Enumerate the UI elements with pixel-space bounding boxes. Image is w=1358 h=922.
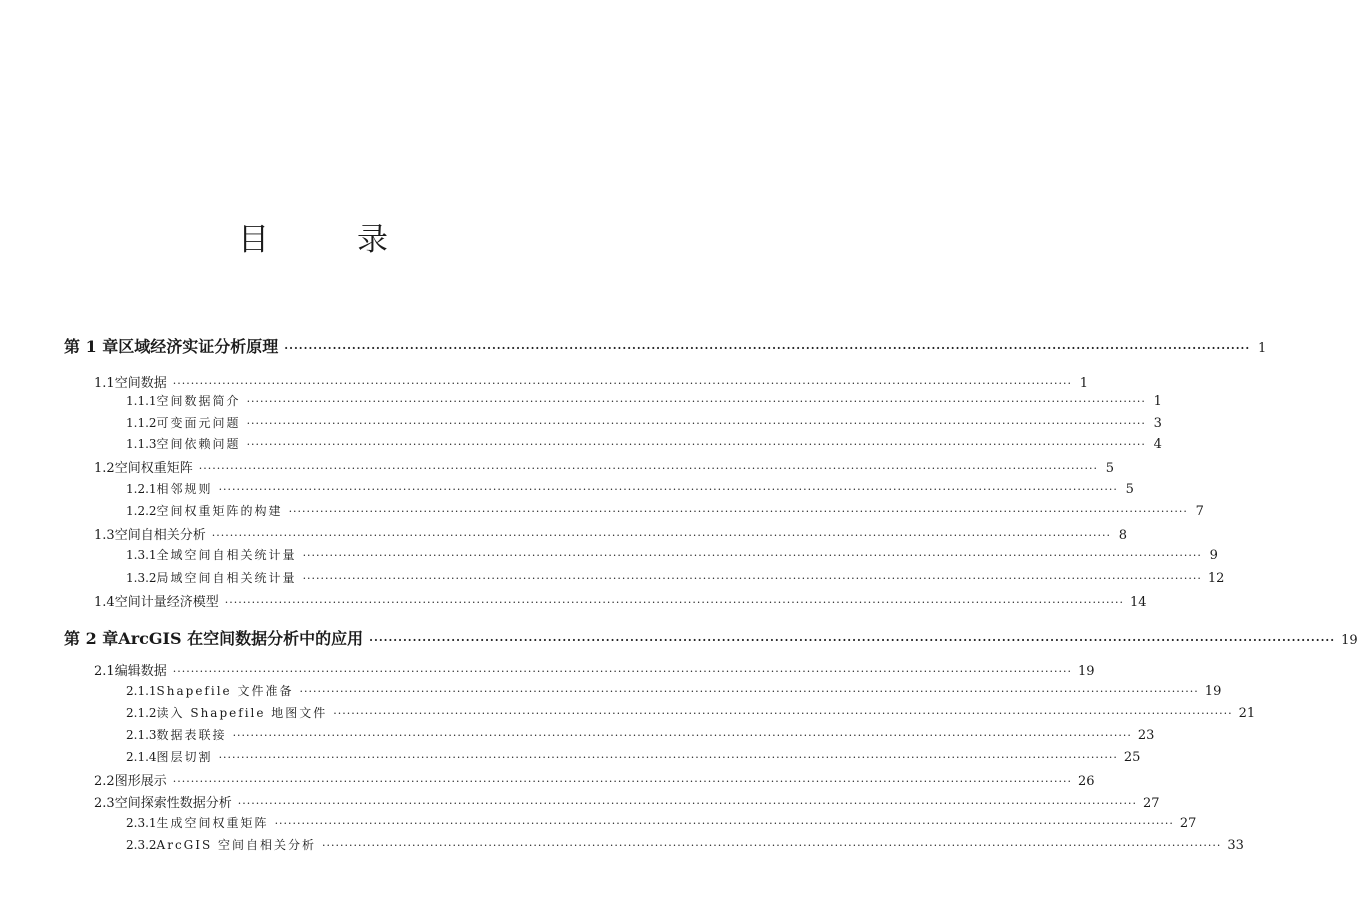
entry-number: 1.2.2 xyxy=(126,504,157,518)
dot-leader: ········································································································································································································ xyxy=(232,729,1132,742)
toc-entry-sub[interactable] xyxy=(126,704,1256,721)
title-char-2: 录 xyxy=(357,222,390,258)
entry-page-number: 27 xyxy=(1179,816,1197,831)
toc-entry-sub[interactable] xyxy=(126,748,1141,765)
toc-entry-sub[interactable] xyxy=(126,392,1162,409)
entry-number: 2.3.1 xyxy=(126,816,157,830)
entry-title: 空间权重矩阵的构建 xyxy=(156,504,283,518)
entry-page-number: 23 xyxy=(1137,728,1155,743)
entry-page-number: 12 xyxy=(1207,571,1225,586)
dot-leader: ········································································································································································································ xyxy=(288,505,1188,518)
entry-title: 空间探索性数据分析 xyxy=(114,796,232,811)
entry-page-number: 26 xyxy=(1078,774,1095,789)
dot-leader: ········································································································································································································ xyxy=(369,634,1336,647)
toc-entry-section[interactable] xyxy=(94,457,1115,476)
entry-title: 局域空间自相关统计量 xyxy=(156,571,297,585)
entry-title: 图层切割 xyxy=(156,750,213,764)
entry-page-number: 19 xyxy=(1341,633,1358,648)
entry-title: 空间数据 xyxy=(114,376,167,391)
dot-leader: ········································································································································································································ xyxy=(172,665,1073,678)
toc-entry-sub[interactable] xyxy=(126,814,1197,831)
dot-leader: ········································································································································································································ xyxy=(322,839,1222,852)
entry-title: 区域经济实证分析原理 xyxy=(118,337,279,356)
entry-number: 1.4 xyxy=(94,595,115,610)
toc-entry-chapter[interactable] xyxy=(64,626,1358,649)
entry-number: 1.3 xyxy=(94,528,115,543)
dot-leader: ········································································································································································································ xyxy=(302,572,1202,585)
entry-number: 1.2.1 xyxy=(126,482,157,496)
toc-title xyxy=(0,214,628,259)
toc-entry-sub[interactable] xyxy=(126,836,1244,853)
entry-number: 第 2 章 xyxy=(64,629,119,648)
entry-number: 1.1.1 xyxy=(126,394,157,408)
entry-title: ArcGIS 在空间数据分析中的应用 xyxy=(118,629,364,648)
entry-page-number: 1 xyxy=(1257,341,1267,356)
entry-page-number: 5 xyxy=(1125,482,1134,497)
entry-page-number: 9 xyxy=(1209,548,1218,563)
entry-title: 空间自相关分析 xyxy=(114,528,206,543)
dot-leader: ········································································································································································································ xyxy=(198,462,1099,475)
dot-leader: ········································································································································································································ xyxy=(299,685,1199,698)
toc-entry-sub[interactable] xyxy=(126,682,1222,699)
entry-page-number: 19 xyxy=(1078,664,1095,679)
entry-page-number: 5 xyxy=(1105,461,1115,476)
entry-title: 编辑数据 xyxy=(114,664,167,679)
entry-number: 2.3.2 xyxy=(126,838,157,852)
dot-leader: ········································································································································································································ xyxy=(274,817,1174,830)
entry-page-number: 27 xyxy=(1143,796,1160,811)
entry-number: 第 1 章 xyxy=(64,337,119,356)
dot-leader: ········································································································································································································ xyxy=(237,797,1138,810)
dot-leader: ········································································································································································································ xyxy=(218,483,1118,496)
entry-title: 空间计量经济模型 xyxy=(114,595,219,610)
toc-entry-section[interactable] xyxy=(94,524,1128,543)
entry-number: 2.1.3 xyxy=(126,728,157,742)
entry-title: 空间数据简介 xyxy=(156,394,241,408)
toc-entry-sub[interactable] xyxy=(126,480,1134,497)
entry-title: 可变面元问题 xyxy=(156,416,241,430)
entry-title: 空间依赖问题 xyxy=(156,437,241,451)
toc-entry-sub[interactable] xyxy=(126,435,1162,452)
entry-title: 相邻规则 xyxy=(156,482,213,496)
entry-title: 生成空间权重矩阵 xyxy=(156,816,269,830)
entry-title: 数据表联接 xyxy=(156,728,227,742)
title-char-1: 目 xyxy=(238,222,271,258)
entry-page-number: 21 xyxy=(1238,706,1256,721)
dot-leader: ········································································································································································································ xyxy=(224,596,1125,609)
entry-page-number: 1 xyxy=(1153,394,1162,409)
entry-title: 空间权重矩阵 xyxy=(114,461,193,476)
dot-leader: ········································································································································································································ xyxy=(246,417,1146,430)
toc-entry-chapter[interactable] xyxy=(64,334,1267,357)
entry-page-number: 33 xyxy=(1227,838,1244,853)
toc-entry-section[interactable] xyxy=(94,770,1095,789)
toc-entry-section[interactable] xyxy=(94,660,1095,679)
entry-number: 2.1 xyxy=(94,664,115,679)
entry-page-number: 14 xyxy=(1130,595,1147,610)
entry-number: 1.3.1 xyxy=(126,548,157,562)
entry-page-number: 4 xyxy=(1153,437,1162,452)
toc-entry-sub[interactable] xyxy=(126,726,1155,743)
entry-number: 2.2 xyxy=(94,774,115,789)
toc-entry-sub[interactable] xyxy=(126,414,1162,431)
entry-number: 1.2 xyxy=(94,461,115,476)
dot-leader: ········································································································································································································ xyxy=(218,751,1118,764)
entry-number: 1.1 xyxy=(94,376,115,391)
entry-title: 读入 Shapefile 地图文件 xyxy=(156,706,328,720)
dot-leader: ········································································································································································································ xyxy=(246,395,1146,408)
dot-leader: ········································································································································································································ xyxy=(284,342,1251,355)
dot-leader: ········································································································································································································ xyxy=(172,775,1073,788)
toc-entry-section[interactable] xyxy=(94,591,1147,610)
toc-entry-section[interactable] xyxy=(94,372,1089,391)
dot-leader: ········································································································································································································ xyxy=(172,377,1073,390)
entry-page-number: 19 xyxy=(1204,684,1222,699)
dot-leader: ········································································································································································································ xyxy=(246,438,1146,451)
entry-title: Shapefile 文件准备 xyxy=(156,684,294,698)
entry-title: 图形展示 xyxy=(114,774,167,789)
entry-number: 2.1.1 xyxy=(126,684,157,698)
entry-page-number: 3 xyxy=(1153,416,1162,431)
entry-page-number: 25 xyxy=(1123,750,1141,765)
toc-entry-sub[interactable] xyxy=(126,502,1204,519)
dot-leader: ········································································································································································································ xyxy=(211,529,1112,542)
entry-number: 1.3.2 xyxy=(126,571,157,585)
entry-number: 2.3 xyxy=(94,796,115,811)
entry-number: 2.1.4 xyxy=(126,750,157,764)
entry-title: 全域空间自相关统计量 xyxy=(156,548,297,562)
entry-number: 1.1.3 xyxy=(126,437,157,451)
entry-page-number: 8 xyxy=(1118,528,1128,543)
toc-entry-sub[interactable] xyxy=(126,546,1218,563)
entry-title: ArcGIS 空间自相关分析 xyxy=(156,838,317,852)
toc-entry-sub[interactable] xyxy=(126,569,1225,586)
entry-page-number: 7 xyxy=(1195,504,1204,519)
entry-number: 1.1.2 xyxy=(126,416,157,430)
toc-entry-section[interactable] xyxy=(94,792,1160,811)
dot-leader: ········································································································································································································ xyxy=(302,549,1202,562)
entry-number: 2.1.2 xyxy=(126,706,157,720)
dot-leader: ········································································································································································································ xyxy=(333,707,1233,720)
entry-page-number: 1 xyxy=(1079,376,1089,391)
